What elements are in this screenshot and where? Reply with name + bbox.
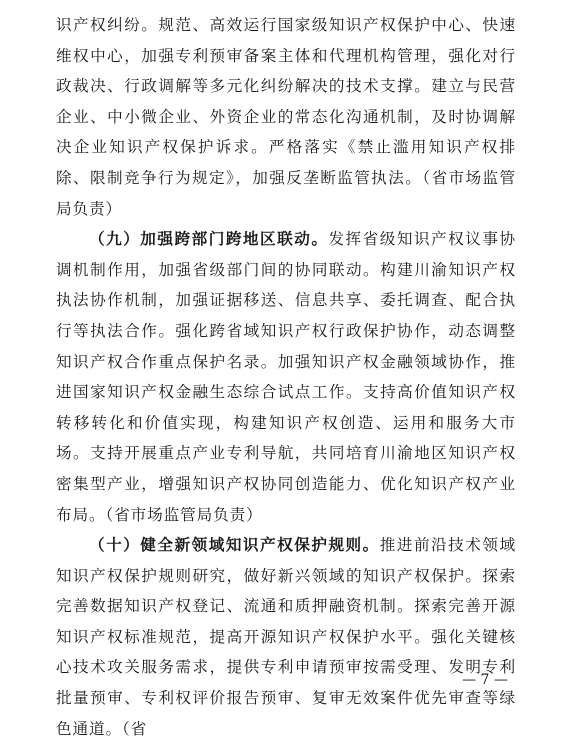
paragraph-body: 识产权纠纷。规范、高效运行国家级知识产权保护中心、快速维权中心，加强专利预审备案主体和代理机构管理，强化对行政裁决、行政调解等多元化纠纷解决的技术支撑。建立与民营企业、中小微企业、外资企业的常态化沟通机制，及时协调解决企业知识产权保护诉求。严格落实《禁止滥用知识产权排除、限制竞争行为规定》，加强反垄断监管执法。（省市场监管局负责） <box>56 16 516 218</box>
paragraph-continuation <box>56 10 516 224</box>
page-number: — 7 — <box>462 672 508 688</box>
paragraph-body: 发挥省级知识产权议事协调机制作用，加强省级部门间的协同联动。构建川渝知识产权执法协作机制，加强证据移送、信息共享、委托调查、配合执行等执法合作。强化跨省域知识产权行政保护协作，动态调整知识产权合作重点保护名录。加强知识产权金融领域协作，推进国家知识产权金融生态综合试点工作。支持高价值知识产权转移转化和价值实现，构建知识产权创造、运用和服务大市场。支持开展重点产业专利导航，共同培育川渝地区知识产权密集型产业，增强知识产权协同创造能力、优化知识产权产业布局。（省市场监管局负责） <box>56 230 516 524</box>
paragraph-section-10 <box>56 530 516 744</box>
paragraph-section-9 <box>56 224 516 530</box>
document-page <box>56 10 516 744</box>
section-heading: （十）健全新领域知识产权保护规则。 <box>89 536 380 555</box>
section-heading: （九）加强跨部门跨地区联动。 <box>89 230 329 249</box>
paragraph-body: 推进前沿技术领域知识产权保护规则研究，做好新兴领域的知识产权保护。探索完善数据知识产权登记、流通和质押融资机制。探索完善开源知识产权标准规范，提高开源知识产权保护水平。强化关键核心技术攻关服务需求，提供专利申请预审按需受理、发明专利批量预审、专利权评价报告预审、复审无效案件优先审查等绿色通道。（省 <box>56 536 516 738</box>
